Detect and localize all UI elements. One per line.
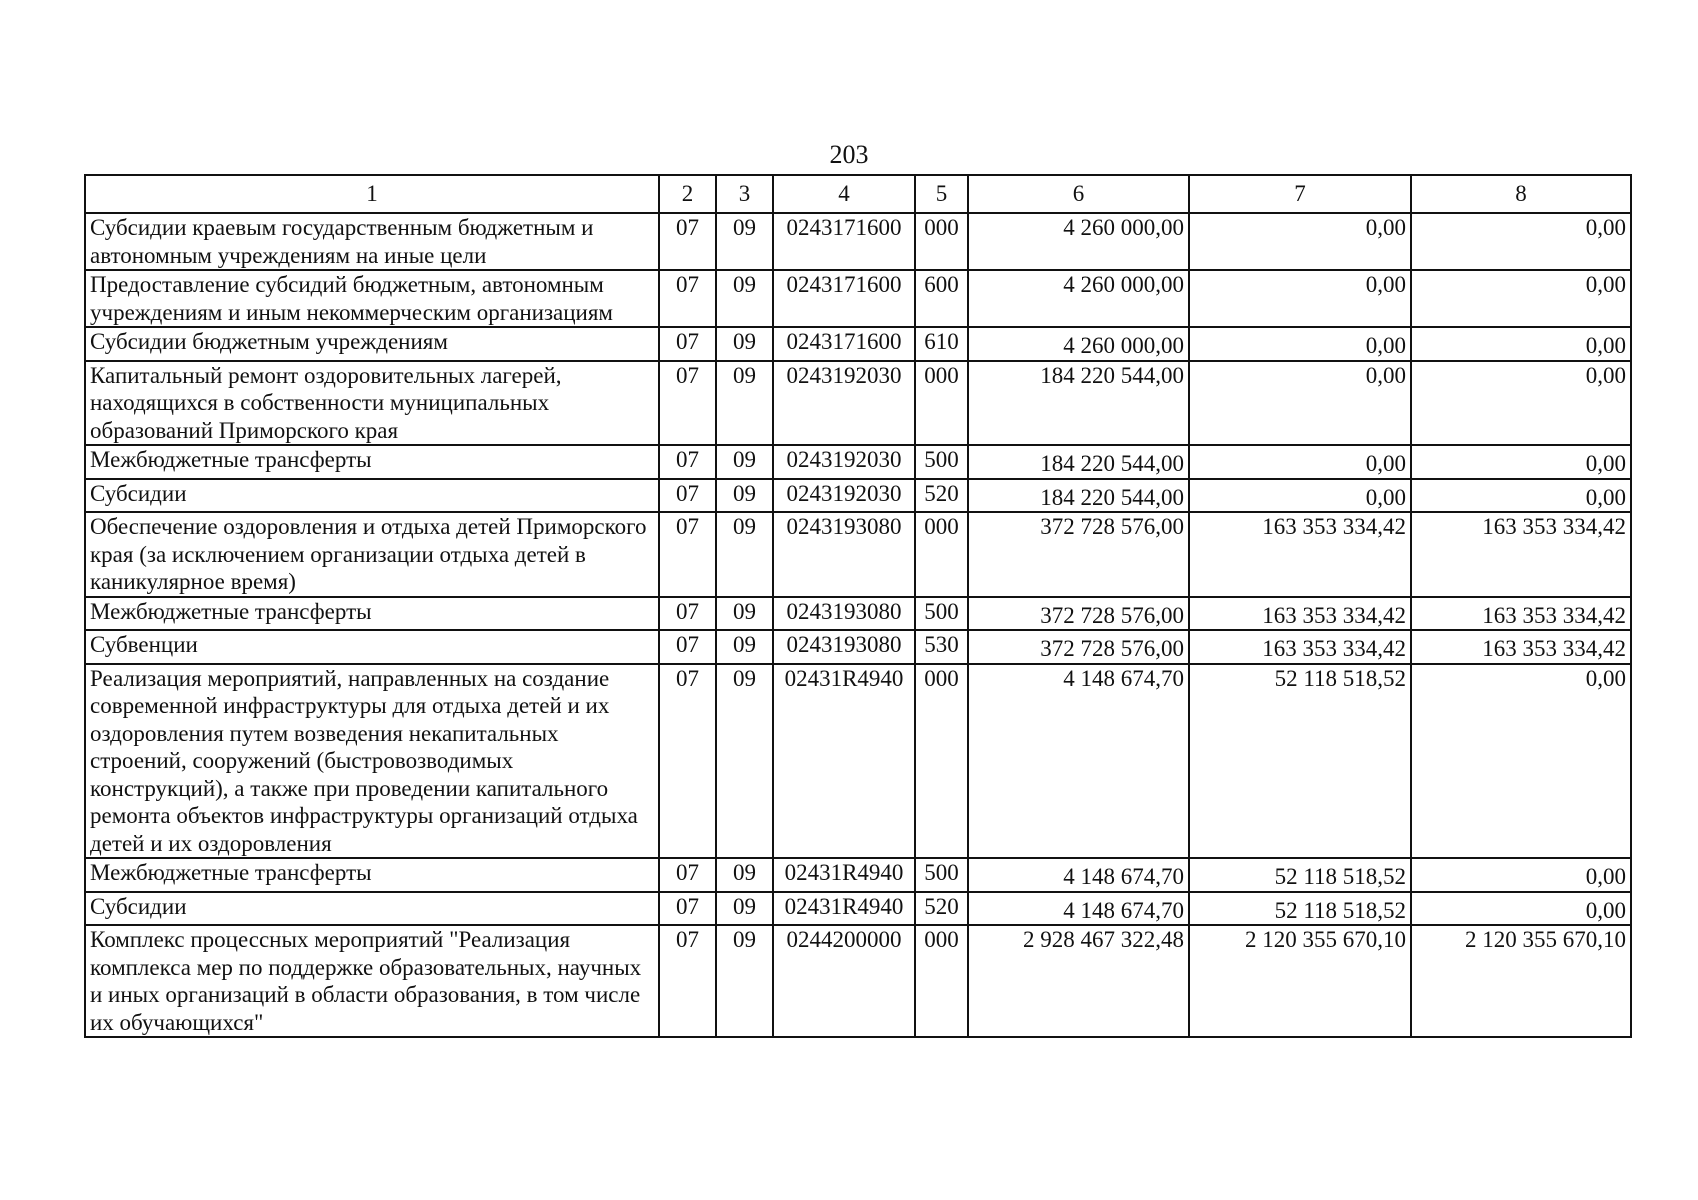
section-code: 07: [659, 630, 716, 664]
amount-col-6: 2 928 467 322,48: [968, 925, 1189, 1037]
amount-col-7: 2 120 355 670,10: [1189, 925, 1411, 1037]
subsection-code: 09: [716, 270, 773, 327]
column-header: 7: [1189, 175, 1411, 213]
amount-col-8: 0,00: [1411, 270, 1631, 327]
amount-col-6: 184 220 544,00: [968, 361, 1189, 446]
column-header: 6: [968, 175, 1189, 213]
column-header: 2: [659, 175, 716, 213]
table-row: [85, 925, 1631, 1037]
amount-col-7: 52 118 518,52: [1189, 664, 1411, 859]
target-article-code: 02431R4940: [773, 892, 915, 926]
expense-type-code: 000: [915, 925, 968, 1037]
amount-col-6: 184 220 544,00: [968, 445, 1189, 479]
subsection-code: 09: [716, 445, 773, 479]
amount-col-8: 0,00: [1411, 327, 1631, 361]
amount-col-8: 0,00: [1411, 479, 1631, 513]
row-description: Субвенции: [85, 630, 659, 664]
amount-col-8: 0,00: [1411, 361, 1631, 446]
expense-type-code: 000: [915, 512, 968, 597]
target-article-code: 0244200000: [773, 925, 915, 1037]
target-article-code: 0243193080: [773, 512, 915, 597]
amount-col-6: 372 728 576,00: [968, 630, 1189, 664]
subsection-code: 09: [716, 479, 773, 513]
target-article-code: 0243192030: [773, 361, 915, 446]
subsection-code: 09: [716, 630, 773, 664]
table-row: [85, 270, 1631, 327]
subsection-code: 09: [716, 664, 773, 859]
section-code: 07: [659, 597, 716, 631]
section-code: 07: [659, 213, 716, 270]
expense-type-code: 520: [915, 892, 968, 926]
table-row: [85, 630, 1631, 664]
amount-col-6: 372 728 576,00: [968, 512, 1189, 597]
row-description: Субсидии бюджетным учреждениям: [85, 327, 659, 361]
amount-col-7: 163 353 334,42: [1189, 630, 1411, 664]
row-description: Капитальный ремонт оздоровительных лагерей, находящихся в собственности муниципальных образований Приморского края: [85, 361, 659, 446]
budget-table: [84, 174, 1632, 1038]
amount-col-7: 0,00: [1189, 445, 1411, 479]
subsection-code: 09: [716, 858, 773, 892]
amount-col-6: 4 260 000,00: [968, 270, 1189, 327]
amount-col-7: 0,00: [1189, 479, 1411, 513]
amount-col-7: 52 118 518,52: [1189, 858, 1411, 892]
subsection-code: 09: [716, 512, 773, 597]
amount-col-7: 163 353 334,42: [1189, 597, 1411, 631]
table-row: [85, 512, 1631, 597]
amount-col-8: 163 353 334,42: [1411, 597, 1631, 631]
row-description: Субсидии: [85, 892, 659, 926]
section-code: 07: [659, 664, 716, 859]
amount-col-8: 0,00: [1411, 664, 1631, 859]
amount-col-8: 0,00: [1411, 213, 1631, 270]
table-row: [85, 858, 1631, 892]
expense-type-code: 500: [915, 858, 968, 892]
amount-col-8: 163 353 334,42: [1411, 630, 1631, 664]
amount-col-8: 2 120 355 670,10: [1411, 925, 1631, 1037]
column-header: 3: [716, 175, 773, 213]
amount-col-8: 163 353 334,42: [1411, 512, 1631, 597]
table-row: [85, 664, 1631, 859]
target-article-code: 0243171600: [773, 270, 915, 327]
section-code: 07: [659, 858, 716, 892]
amount-col-6: 4 148 674,70: [968, 858, 1189, 892]
table-row: [85, 892, 1631, 926]
section-code: 07: [659, 925, 716, 1037]
table-row: [85, 327, 1631, 361]
row-description: Предоставление субсидий бюджетным, автономным учреждениям и иным некоммерческим организациям: [85, 270, 659, 327]
page-number: 203: [829, 140, 869, 169]
expense-type-code: 000: [915, 213, 968, 270]
expense-type-code: 520: [915, 479, 968, 513]
expense-type-code: 500: [915, 597, 968, 631]
expense-type-code: 000: [915, 664, 968, 859]
table-row: [85, 597, 1631, 631]
section-code: 07: [659, 270, 716, 327]
subsection-code: 09: [716, 925, 773, 1037]
amount-col-6: 184 220 544,00: [968, 479, 1189, 513]
target-article-code: 0243193080: [773, 630, 915, 664]
row-description: Межбюджетные трансферты: [85, 597, 659, 631]
section-code: 07: [659, 479, 716, 513]
amount-col-6: 4 260 000,00: [968, 327, 1189, 361]
target-article-code: 02431R4940: [773, 858, 915, 892]
amount-col-7: 0,00: [1189, 361, 1411, 446]
section-code: 07: [659, 512, 716, 597]
row-description: Реализация мероприятий, направленных на создание современной инфраструктуры для отдыха детей и их оздоровления путем возведения некапитальных строений, сооружений (быстровозводимых конструкций), а также при проведении капитального ремонта объектов инфраструктуры организаций отдыха детей и их оздоровления: [85, 664, 659, 859]
row-description: Комплекс процессных мероприятий "Реализация комплекса мер по поддержке образовательных, научных и иных организаций в области образования, в том числе их обучающихся": [85, 925, 659, 1037]
expense-type-code: 610: [915, 327, 968, 361]
table-row: [85, 213, 1631, 270]
subsection-code: 09: [716, 892, 773, 926]
amount-col-8: 0,00: [1411, 858, 1631, 892]
amount-col-8: 0,00: [1411, 445, 1631, 479]
amount-col-6: 4 260 000,00: [968, 213, 1189, 270]
table-row: [85, 361, 1631, 446]
table-row: [85, 445, 1631, 479]
expense-type-code: 500: [915, 445, 968, 479]
subsection-code: 09: [716, 361, 773, 446]
amount-col-6: 4 148 674,70: [968, 664, 1189, 859]
subsection-code: 09: [716, 213, 773, 270]
amount-col-7: 0,00: [1189, 270, 1411, 327]
column-header: 4: [773, 175, 915, 213]
section-code: 07: [659, 892, 716, 926]
target-article-code: 02431R4940: [773, 664, 915, 859]
amount-col-7: 0,00: [1189, 327, 1411, 361]
header-row: [85, 175, 1631, 213]
row-description: Межбюджетные трансферты: [85, 445, 659, 479]
row-description: Субсидии: [85, 479, 659, 513]
section-code: 07: [659, 445, 716, 479]
row-description: Межбюджетные трансферты: [85, 858, 659, 892]
section-code: 07: [659, 327, 716, 361]
target-article-code: 0243192030: [773, 479, 915, 513]
target-article-code: 0243193080: [773, 597, 915, 631]
column-header: 5: [915, 175, 968, 213]
expense-type-code: 600: [915, 270, 968, 327]
row-description: Обеспечение оздоровления и отдыха детей Приморского края (за исключением организации отдыха детей в каникулярное время): [85, 512, 659, 597]
expense-type-code: 530: [915, 630, 968, 664]
amount-col-8: 0,00: [1411, 892, 1631, 926]
amount-col-6: 4 148 674,70: [968, 892, 1189, 926]
subsection-code: 09: [716, 597, 773, 631]
target-article-code: 0243171600: [773, 213, 915, 270]
amount-col-7: 0,00: [1189, 213, 1411, 270]
row-description: Субсидии краевым государственным бюджетным и автономным учреждениям на иные цели: [85, 213, 659, 270]
table-row: [85, 479, 1631, 513]
amount-col-7: 52 118 518,52: [1189, 892, 1411, 926]
target-article-code: 0243192030: [773, 445, 915, 479]
subsection-code: 09: [716, 327, 773, 361]
column-header: 1: [85, 175, 659, 213]
section-code: 07: [659, 361, 716, 446]
column-header: 8: [1411, 175, 1631, 213]
expense-type-code: 000: [915, 361, 968, 446]
amount-col-6: 372 728 576,00: [968, 597, 1189, 631]
target-article-code: 0243171600: [773, 327, 915, 361]
amount-col-7: 163 353 334,42: [1189, 512, 1411, 597]
